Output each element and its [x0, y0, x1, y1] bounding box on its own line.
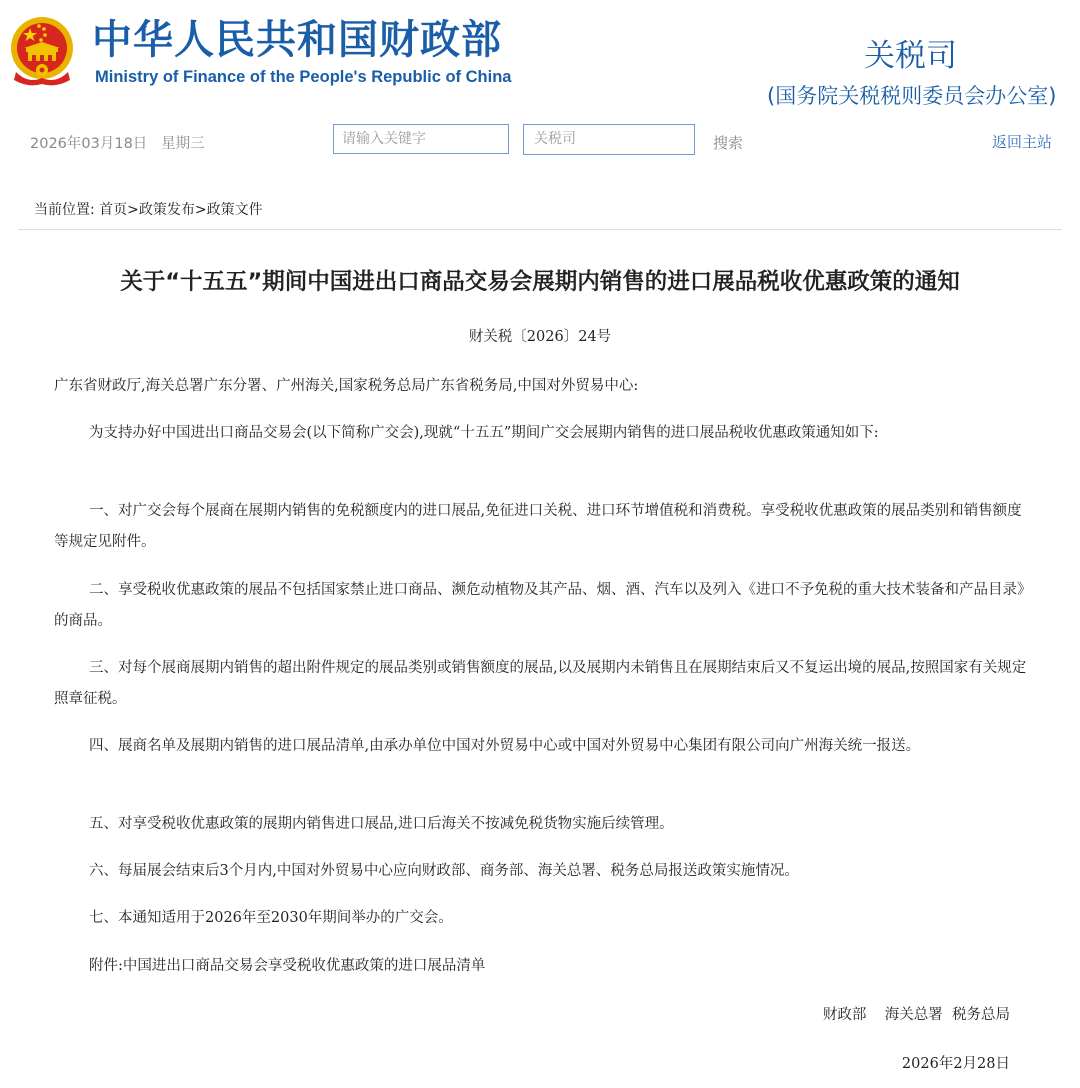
department-subtitle: (国务院关税税则委员会办公室)	[767, 84, 1057, 108]
search-bar	[0, 120, 1080, 162]
breadcrumb-item-policy-release[interactable]: 政策发布	[138, 202, 195, 218]
paragraph-3: 三、对每个展商展期内销售的超出附件规定的展品类别或销售额度的展品,以及展期内未销售且在展期结束后又不复运出境的展品,按照国家有关规定照章征税。	[54, 660, 1027, 707]
breadcrumb-item-policy-documents[interactable]: 政策文件	[206, 202, 263, 218]
search-input[interactable]	[333, 124, 509, 154]
search-scope-select[interactable]: 关税司	[523, 124, 695, 155]
issuing-authorities: 财政部 海关总署 税务总局	[822, 1007, 1010, 1023]
ministry-name-en: Ministry of Finance of the People's Republic of China	[95, 68, 512, 86]
paragraph-intro: 为支持办好中国进出口商品交易会(以下简称广交会),现就“十五五”期间广交会展期内销售的进口展品税收优惠政策通知如下:	[89, 425, 879, 441]
breadcrumb-separator: >	[194, 202, 207, 218]
national-emblem-icon	[8, 14, 76, 86]
site-header	[0, 0, 1080, 115]
attachment-line: 附件:中国进出口商品交易会享受税收优惠政策的进口展品清单	[89, 958, 486, 974]
paragraph-1: 一、对广交会每个展商在展期内销售的免税额度内的进口展品,免征进口关税、进口环节增值税和消费税。享受税收优惠政策的展品类别和销售额度等规定见附件。	[54, 503, 1022, 550]
current-date: 2026年03月18日 星期三	[30, 136, 205, 152]
search-button[interactable]: 搜索	[713, 134, 744, 152]
breadcrumb-item-home[interactable]: 首页	[99, 202, 128, 218]
addressees: 广东省财政厅,海关总署广东分署、广州海关,国家税务总局广东省税务局,中国对外贸易中心:	[54, 378, 639, 394]
issue-date: 2026年2月28日	[901, 1056, 1010, 1072]
paragraph-4: 四、展商名单及展期内销售的进口展品清单,由承办单位中国对外贸易中心或中国对外贸易中心集团有限公司向广州海关统一报送。	[89, 738, 921, 754]
ministry-name-cn: 中华人民共和国财政部	[92, 17, 502, 63]
breadcrumb	[34, 199, 263, 219]
paragraph-5: 五、对享受税收优惠政策的展期内销售进口展品,进口后海关不按减免税货物实施后续管理。	[89, 816, 674, 832]
breadcrumb-prefix: 当前位置:	[34, 202, 95, 218]
department-name: 关税司	[864, 38, 957, 74]
article-title: 关于“十五五”期间中国进出口商品交易会展期内销售的进口展品税收优惠政策的通知	[120, 269, 960, 295]
paragraph-6: 六、每届展会结束后3个月内,中国对外贸易中心应向财政部、商务部、海关总署、税务总局报送政策实施情况。	[89, 863, 799, 879]
document-number: 财关税〔2026〕24号	[468, 329, 612, 345]
paragraph-7: 七、本通知适用于2026年至2030年期间举办的广交会。	[89, 910, 453, 926]
breadcrumb-separator: >	[127, 202, 139, 218]
header-divider	[18, 229, 1062, 230]
paragraph-2: 二、享受税收优惠政策的展品不包括国家禁止进口商品、濒危动植物及其产品、烟、酒、汽车以及列入《进口不予免税的重大技术装备和产品目录》的商品。	[54, 582, 1025, 629]
return-home-link[interactable]: 返回主站	[992, 133, 1053, 151]
